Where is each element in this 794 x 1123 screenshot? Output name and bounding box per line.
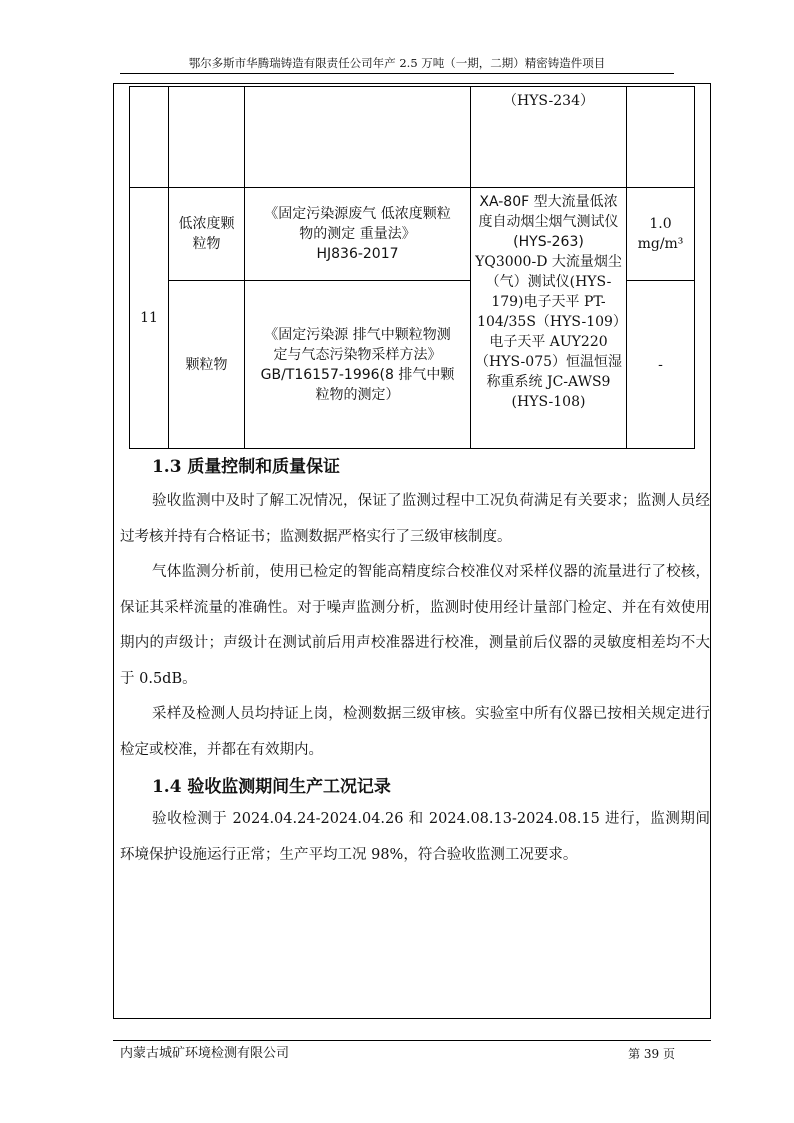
footer-rule	[113, 1040, 711, 1041]
method-name: 《固定污染源废气 低浓度颗粒物的测定 重量法》	[264, 206, 451, 242]
method-name: 《固定污染源 排气中颗粒物测定与气态污染物采样方法》	[264, 326, 451, 363]
header-rule	[120, 73, 674, 74]
paragraph: 采样及检测人员均持证上岗，检测数据三级审核。实验室中所有仪器已按相关规定进行检定或校准，并都在有效期内。	[120, 706, 710, 758]
row-number-cell: 11	[130, 188, 169, 449]
method-cell	[245, 188, 471, 281]
monitoring-method-table	[129, 86, 695, 449]
paragraph: 验收检测于 2024.04.24-2024.04.26 和 2024.08.13-2024.08.15 进行，监测期间环境保护设施运行正常；生产平均工况 98%，符合验收监测工况要求。	[120, 811, 710, 863]
row-number-cell-empty	[130, 87, 169, 188]
page-header: 鄂尔多斯市华腾瑞铸造有限责任公司年产 2.5 万吨（一期，二期）精密铸造件项目	[188, 56, 606, 70]
footer-page-number: 第 39 页	[628, 1047, 675, 1061]
item-cell: 低浓度颗粒物	[169, 188, 245, 281]
body-content	[120, 452, 710, 873]
section-title-quality-control: 1.3 质量控制和质量保证	[152, 456, 340, 476]
footer-company: 内蒙古城矿环境检测有限公司	[120, 1046, 290, 1061]
method-standard: HJ836-2017	[316, 246, 399, 262]
method-cell-empty	[245, 87, 471, 188]
instrument-line-1: XA-80F 型大流量低浓度自动烟尘烟气测试仪(HYS-263)	[478, 194, 619, 250]
method-standard: GB/T16157-1996(8 排气中颗粒物的测定）	[260, 366, 455, 403]
paragraph: 验收监测中及时了解工况情况，保证了监测过程中工况负荷满足有关要求；监测人员经过考核并持有合格证书；监测数据严格实行了三级审核制度。	[120, 493, 710, 545]
instrument-line-2: YQ3000-D 大流量烟尘（气）测试仪(HYS-179)电子天平 PT-104/35S（HYS-109）电子天平 AUY220（HYS-075）恒温恒湿称重系统 JC-AWS9 (HYS-108)	[475, 254, 623, 410]
limit-cell: 1.0 mg/m³	[627, 188, 695, 281]
table-row	[130, 188, 695, 281]
section-title-production-record: 1.4 验收监测期间生产工况记录	[152, 776, 391, 796]
limit-cell: -	[627, 281, 695, 449]
method-cell	[245, 281, 471, 449]
table-row	[130, 87, 695, 188]
item-cell: 颗粒物	[169, 281, 245, 449]
instrument-cell	[471, 188, 627, 449]
paragraph: 气体监测分析前，使用已检定的智能高精度综合校准仪对采样仪器的流量进行了校核，保证其采样流量的准确性。对于噪声监测分析，监测时使用经计量部门检定、并在有效使用期内的声级计；声级计在测试前后用声校准器进行校准，测量前后仪器的灵敏度相差均不大于 0.5dB。	[120, 564, 710, 687]
item-cell-empty	[169, 87, 245, 188]
instrument-cell-continued: （HYS-234）	[471, 87, 627, 188]
limit-cell-empty	[627, 87, 695, 188]
